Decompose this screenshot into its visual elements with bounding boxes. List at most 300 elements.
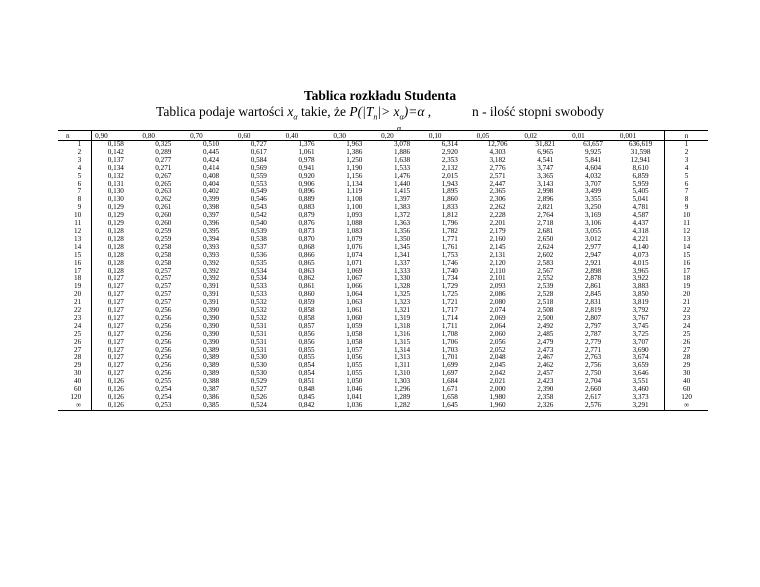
value-cell: 2,052 (489, 345, 506, 354)
value-cell: 2,000 (489, 385, 506, 394)
value-cell: 0,257 (155, 282, 172, 291)
value-cell: 0,390 (202, 306, 220, 315)
value-cell: 1,796 (441, 219, 458, 228)
value-cell: 0,390 (202, 321, 220, 330)
value-cell: 0,134 (92, 165, 140, 173)
value-cell: 3,499 (584, 187, 602, 196)
value-cell: 1,315 (393, 337, 411, 346)
value-cell: 3,373 (632, 393, 649, 401)
degrees-of-freedom-cell-right: 9 (665, 204, 708, 212)
value-cell: 2,492 (537, 321, 554, 330)
value-cell: 2,750 (584, 369, 602, 378)
value-cell: 0,260 (155, 219, 172, 228)
alpha-column-header: 0,60 (235, 131, 283, 141)
degrees-of-freedom-cell-right: 6 (665, 181, 708, 189)
value-cell: 1,055 (346, 369, 363, 378)
value-cell: 1,314 (393, 345, 411, 354)
degrees-of-freedom-cell-right: 30 (665, 370, 708, 378)
value-cell: 0,127 (92, 331, 140, 339)
value-cell: 1,860 (441, 195, 458, 204)
value-cell: 3,725 (632, 329, 649, 338)
degrees-of-freedom-cell-right: 23 (665, 315, 708, 323)
value-cell: 0,543 (250, 203, 267, 212)
value-cell: 2,042 (489, 369, 506, 378)
value-cell: 0,404 (202, 179, 220, 188)
value-cell: 3,250 (584, 203, 602, 212)
value-cell: 2,306 (489, 195, 506, 204)
value-cell: 3,143 (537, 179, 554, 188)
alpha-column-header: 0,70 (187, 131, 235, 141)
value-cell: 0,258 (155, 242, 172, 251)
degrees-of-freedom-cell-right: 12 (665, 228, 708, 236)
value-cell: 3,792 (632, 306, 649, 315)
value-cell: 1,697 (441, 369, 458, 378)
degrees-of-freedom-cell-right: 2 (665, 149, 708, 157)
value-cell: 1,684 (441, 377, 458, 386)
degrees-of-freedom-cell-right: 120 (665, 394, 708, 402)
value-cell: 2,831 (584, 298, 602, 307)
value-cell: 0,531 (250, 345, 267, 354)
degrees-of-freedom-cell: 21 (73, 298, 82, 307)
value-cell: 0,265 (155, 179, 172, 188)
value-cell: 2,179 (489, 226, 506, 235)
value-cell: 0,445 (202, 147, 220, 156)
value-cell: 0,391 (202, 298, 220, 307)
degrees-of-freedom-cell-right: 40 (665, 378, 708, 386)
degrees-of-freedom-cell-right: 25 (665, 331, 708, 339)
value-cell: 3,659 (632, 361, 649, 370)
value-cell: 2,896 (537, 195, 554, 204)
value-cell: 0,529 (250, 377, 267, 386)
value-cell: 1,333 (393, 266, 411, 275)
value-cell: 0,128 (92, 260, 140, 268)
degrees-of-freedom-cell: 16 (73, 258, 82, 267)
degrees-of-freedom-cell-right: 5 (665, 173, 708, 181)
value-cell: 0,534 (250, 274, 267, 283)
value-cell: 1,376 (298, 140, 315, 148)
value-cell: 0,129 (92, 220, 140, 228)
degrees-of-freedom-cell: 17 (73, 266, 82, 275)
alpha-column-header: 0,001 (617, 131, 665, 141)
value-cell: 2,056 (489, 337, 506, 346)
value-cell: 1,318 (393, 321, 411, 330)
alpha-column-header: 0,01 (569, 131, 617, 141)
value-cell: 2,358 (537, 393, 554, 401)
value-cell: 0,851 (298, 377, 315, 386)
value-cell: 0,389 (202, 345, 220, 354)
value-cell: 0,126 (92, 378, 140, 386)
degrees-of-freedom-cell-right: 22 (665, 307, 708, 315)
value-cell: 3,745 (632, 321, 649, 330)
value-cell: 0,854 (298, 369, 315, 378)
value-cell: 1,330 (393, 274, 411, 283)
value-cell: 0,906 (298, 179, 315, 188)
value-cell: 0,534 (250, 266, 267, 275)
value-cell: 0,126 (92, 386, 140, 394)
value-cell: 2,473 (537, 345, 554, 354)
value-cell: 0,870 (298, 234, 315, 243)
value-cell: 0,858 (298, 313, 315, 322)
value-cell: 2,045 (489, 361, 506, 370)
value-cell: 0,130 (92, 188, 140, 196)
value-cell: 2,390 (537, 385, 554, 394)
value-cell: 0,390 (202, 313, 220, 322)
value-cell: 4,587 (632, 211, 649, 220)
value-cell: 0,259 (155, 234, 172, 243)
value-cell: 0,390 (202, 337, 220, 346)
value-cell: 4,541 (537, 155, 554, 164)
alpha-column-header: 0,40 (283, 131, 331, 141)
value-cell: 2,080 (489, 298, 506, 307)
value-cell: 2,093 (489, 282, 506, 291)
value-cell: 1,325 (393, 290, 411, 299)
value-cell: 4,140 (632, 242, 649, 251)
value-cell: 0,858 (298, 306, 315, 315)
value-cell: 1,356 (393, 226, 411, 235)
degrees-of-freedom-cell-right: 28 (665, 354, 708, 362)
degrees-of-freedom-cell: 20 (73, 290, 82, 299)
value-cell: 1,645 (426, 402, 474, 410)
value-cell: 4,318 (632, 226, 649, 235)
value-cell: 1,533 (393, 163, 411, 172)
value-cell: 0,126 (92, 394, 140, 402)
value-cell: 2,660 (584, 385, 602, 394)
student-t-table (58, 130, 708, 411)
value-cell: 1,440 (393, 179, 411, 188)
alpha-header: α (397, 124, 402, 133)
value-cell: 2,145 (489, 242, 506, 251)
value-cell: 0,257 (155, 290, 172, 299)
value-cell: 0,127 (92, 275, 140, 283)
value-cell: 1,108 (346, 195, 363, 204)
value-cell: 1,119 (346, 187, 363, 196)
table-description (0, 104, 760, 122)
value-cell: 0,261 (155, 203, 172, 212)
value-cell: 0,866 (298, 250, 315, 259)
value-cell: 2,467 (537, 353, 554, 362)
value-cell: 2,576 (569, 402, 617, 410)
degrees-of-freedom-cell: 26 (73, 337, 82, 346)
value-cell: 0,855 (298, 345, 315, 354)
value-cell: 0,532 (250, 298, 267, 307)
value-cell: 2,552 (537, 274, 554, 283)
value-cell: 0,391 (202, 290, 220, 299)
value-cell: 1,706 (441, 337, 458, 346)
value-cell: 1,058 (346, 337, 363, 346)
value-cell: 1,328 (393, 282, 411, 291)
value-cell: 0,386 (202, 393, 220, 401)
value-cell: 6,859 (632, 171, 649, 180)
value-cell: 2,977 (584, 242, 602, 251)
value-cell: 2,571 (489, 171, 506, 180)
value-cell: 1,156 (346, 171, 363, 180)
value-cell: 1,943 (441, 179, 458, 188)
value-cell: 0,526 (250, 393, 267, 401)
value-cell: 1,250 (346, 155, 363, 164)
value-cell: 4,303 (489, 147, 506, 156)
value-cell: 0,256 (155, 369, 172, 378)
value-cell: 1,345 (393, 242, 411, 251)
value-cell: 1,658 (441, 393, 458, 401)
value-cell: 2,508 (537, 306, 554, 315)
value-cell: 0,559 (250, 171, 267, 180)
value-cell: 1,046 (346, 385, 363, 394)
value-cell: 2,528 (537, 290, 554, 299)
value-cell: 6,314 (441, 140, 458, 148)
value-cell: 2,807 (584, 313, 602, 322)
value-cell: 2,776 (489, 163, 506, 172)
value-cell: 0,256 (155, 345, 172, 354)
value-cell: 0,260 (155, 211, 172, 220)
value-cell: 0,727 (250, 140, 267, 148)
value-cell: 0,256 (155, 329, 172, 338)
value-cell: 0,524 (235, 402, 283, 410)
value-cell: 0,277 (155, 155, 172, 164)
value-cell: 3,012 (584, 234, 602, 243)
value-cell: 6,965 (537, 147, 554, 156)
value-cell: 1,721 (441, 298, 458, 307)
value-cell: 0,530 (250, 369, 267, 378)
value-cell: 0,389 (202, 361, 220, 370)
value-cell: 2,479 (537, 337, 554, 346)
value-cell: 0,532 (250, 313, 267, 322)
value-cell: 0,258 (155, 258, 172, 267)
value-cell: 0,127 (92, 315, 140, 323)
value-cell: 1,746 (441, 258, 458, 267)
value-cell: 1,134 (346, 179, 363, 188)
value-cell: 0,128 (92, 268, 140, 276)
value-cell: 2,353 (441, 155, 458, 164)
value-cell: 5,041 (632, 195, 649, 204)
header-row (58, 131, 708, 141)
value-cell: 0,389 (202, 353, 220, 362)
value-cell: 0,127 (92, 362, 140, 370)
degrees-of-freedom-cell-right: 27 (665, 347, 708, 355)
value-cell: 3,551 (632, 377, 649, 386)
value-cell: 0,856 (298, 329, 315, 338)
value-cell: 0,896 (298, 187, 315, 196)
degrees-of-freedom-cell: 1 (77, 140, 82, 148)
value-cell: 0,325 (155, 140, 172, 148)
degrees-of-freedom-cell-right: 16 (665, 260, 708, 268)
value-cell: 1,476 (393, 171, 411, 180)
value-cell: 1,055 (346, 361, 363, 370)
value-cell: 0,537 (250, 242, 267, 251)
value-cell: 1,061 (346, 306, 363, 315)
value-cell: 1,088 (346, 219, 363, 228)
value-cell: 2,878 (584, 274, 602, 283)
page-title: Tablica rozkładu Studenta (303, 88, 457, 103)
value-cell: 0,876 (298, 219, 315, 228)
value-cell: 1,041 (346, 393, 363, 401)
value-cell: 0,267 (155, 171, 172, 180)
value-cell: 1,734 (441, 274, 458, 283)
degrees-of-freedom-cell-right: 17 (665, 268, 708, 276)
value-cell: 0,127 (92, 347, 140, 355)
value-cell: 0,271 (155, 163, 172, 172)
degrees-of-freedom-cell-right: 4 (665, 165, 708, 173)
value-cell: 0,253 (139, 402, 187, 410)
value-cell: 1,074 (346, 250, 363, 259)
value-cell: 0,257 (155, 298, 172, 307)
value-cell: 1,064 (346, 290, 363, 299)
degrees-of-freedom-cell-right: 3 (665, 157, 708, 165)
value-cell: 0,542 (250, 211, 267, 220)
value-cell: 3,365 (537, 171, 554, 180)
value-cell: 1,729 (441, 282, 458, 291)
degrees-of-freedom-cell-right: 20 (665, 291, 708, 299)
value-cell: 0,256 (155, 361, 172, 370)
value-cell: 1,771 (441, 234, 458, 243)
value-cell: 0,883 (298, 203, 315, 212)
value-cell: 1,337 (393, 258, 411, 267)
value-cell: 1,321 (393, 306, 411, 315)
value-cell: 2,101 (489, 274, 506, 283)
value-cell: 12,941 (630, 155, 651, 164)
degrees-of-freedom-cell: 40 (73, 377, 82, 386)
value-cell: 0,533 (250, 282, 267, 291)
value-cell: 0,389 (202, 369, 220, 378)
probability-formula: $P(|T_n|> x_\alpha)=\alpha$ , (349, 104, 432, 122)
degrees-of-freedom-cell: 5 (77, 171, 82, 180)
degrees-of-freedom-cell-right: 13 (665, 236, 708, 244)
value-cell: 2,920 (441, 147, 458, 156)
value-cell: 3,747 (537, 163, 554, 172)
value-cell: 0,398 (202, 203, 220, 212)
alpha-column-header: 0,20 (378, 131, 426, 141)
value-cell: 1,714 (441, 313, 458, 322)
value-cell: 0,137 (92, 157, 140, 165)
value-cell: 1,056 (346, 353, 363, 362)
value-cell: 0,546 (250, 195, 267, 204)
value-cell: 0,859 (298, 298, 315, 307)
value-cell: 1,100 (346, 203, 363, 212)
value-cell: 2,064 (489, 321, 506, 330)
value-cell: 0,254 (155, 393, 172, 401)
value-cell: 0,854 (298, 361, 315, 370)
value-cell: 2,132 (441, 163, 458, 172)
value-cell: 0,385 (187, 402, 235, 410)
value-cell: 3,291 (617, 402, 665, 410)
value-cell: 2,567 (537, 266, 554, 275)
value-cell: 1,703 (441, 345, 458, 354)
value-cell: 1,289 (393, 393, 411, 401)
degrees-of-freedom-cell: 28 (73, 353, 82, 362)
value-cell: 1,886 (393, 147, 411, 156)
value-cell: 0,392 (202, 266, 220, 275)
value-cell: 3,355 (584, 195, 602, 204)
value-cell: 2,861 (584, 282, 602, 291)
value-cell: 2,539 (537, 282, 554, 291)
value-cell: 0,127 (92, 370, 140, 378)
value-cell: 1,895 (441, 187, 458, 196)
value-cell: 2,462 (537, 361, 554, 370)
value-cell: 1,050 (346, 377, 363, 386)
value-cell: 2,583 (537, 258, 554, 267)
degrees-of-freedom-cell: 30 (73, 369, 82, 378)
x-alpha-symbol: $x_\alpha$ (287, 104, 298, 122)
value-cell: 2,624 (537, 242, 554, 251)
value-cell: 1,311 (394, 361, 410, 370)
value-cell: 1,036 (330, 402, 378, 410)
value-cell: 2,898 (584, 266, 602, 275)
value-cell: 1,833 (441, 203, 458, 212)
value-cell: 1,057 (346, 345, 363, 354)
value-cell: 5,959 (632, 179, 649, 188)
value-cell: 3,819 (632, 298, 649, 307)
value-cell: 2,763 (584, 353, 602, 362)
table-body (58, 141, 708, 411)
value-cell: 2,365 (489, 187, 506, 196)
value-cell: 0,569 (250, 163, 267, 172)
value-cell: 1,310 (393, 369, 411, 378)
alpha-column-header: 0,30 (330, 131, 378, 141)
value-cell: 0,127 (92, 291, 140, 299)
degrees-of-freedom-cell-right: 21 (665, 299, 708, 307)
value-cell: 0,254 (155, 385, 172, 394)
value-cell: 2,797 (584, 321, 602, 330)
value-cell: 0,584 (250, 155, 267, 164)
value-cell: 1,093 (346, 211, 363, 220)
value-cell: 3,182 (489, 155, 506, 164)
value-cell: 1,313 (393, 353, 411, 362)
value-cell: 0,129 (92, 212, 140, 220)
value-cell: 1,079 (346, 234, 363, 243)
value-cell: 1,323 (393, 298, 411, 307)
value-cell: 2,756 (584, 361, 602, 370)
degrees-of-freedom-cell: 9 (77, 203, 82, 212)
degrees-of-freedom-cell: 22 (73, 306, 82, 315)
value-cell: 2,947 (584, 250, 602, 259)
value-cell: 0,262 (155, 195, 172, 204)
value-cell: 0,127 (92, 354, 140, 362)
degrees-of-freedom-cell-right: 29 (665, 362, 708, 370)
value-cell: 2,779 (584, 337, 602, 346)
value-cell: 0,397 (202, 211, 220, 220)
value-cell: 0,256 (155, 306, 172, 315)
value-cell: 3,460 (632, 385, 649, 394)
value-cell: 0,530 (250, 361, 267, 370)
value-cell: 2,764 (537, 211, 554, 220)
value-cell: 0,617 (250, 147, 267, 156)
value-cell: 1,350 (393, 234, 411, 243)
value-cell: 0,158 (92, 141, 140, 149)
value-cell: 0,128 (92, 252, 140, 260)
degrees-of-freedom-cell: 3 (77, 155, 82, 164)
value-cell: 0,531 (250, 321, 267, 330)
value-cell: 12,706 (487, 140, 508, 148)
value-cell: 1,761 (441, 242, 458, 251)
value-cell: 2,518 (537, 298, 554, 307)
value-cell: 0,861 (298, 282, 315, 291)
value-cell: 1,296 (393, 385, 411, 394)
alpha-column-header: 0,80 (139, 131, 187, 141)
value-cell: 31,821 (535, 140, 556, 148)
degrees-of-freedom-cell-right: 24 (665, 323, 708, 331)
degrees-of-freedom-cell: 7 (77, 187, 82, 196)
degrees-of-freedom-cell-right: 15 (665, 252, 708, 260)
value-cell: 1,782 (441, 226, 458, 235)
value-cell: 1,061 (298, 147, 315, 156)
value-cell: 1,671 (441, 385, 458, 394)
value-cell: 3,169 (584, 211, 602, 220)
value-cell: 0,540 (250, 219, 267, 228)
value-cell: 4,604 (584, 163, 602, 172)
degrees-of-freedom-cell: 13 (73, 234, 82, 243)
value-cell: 4,032 (584, 171, 602, 180)
value-cell: 0,553 (250, 179, 267, 188)
degrees-of-freedom-cell: 18 (73, 274, 82, 283)
